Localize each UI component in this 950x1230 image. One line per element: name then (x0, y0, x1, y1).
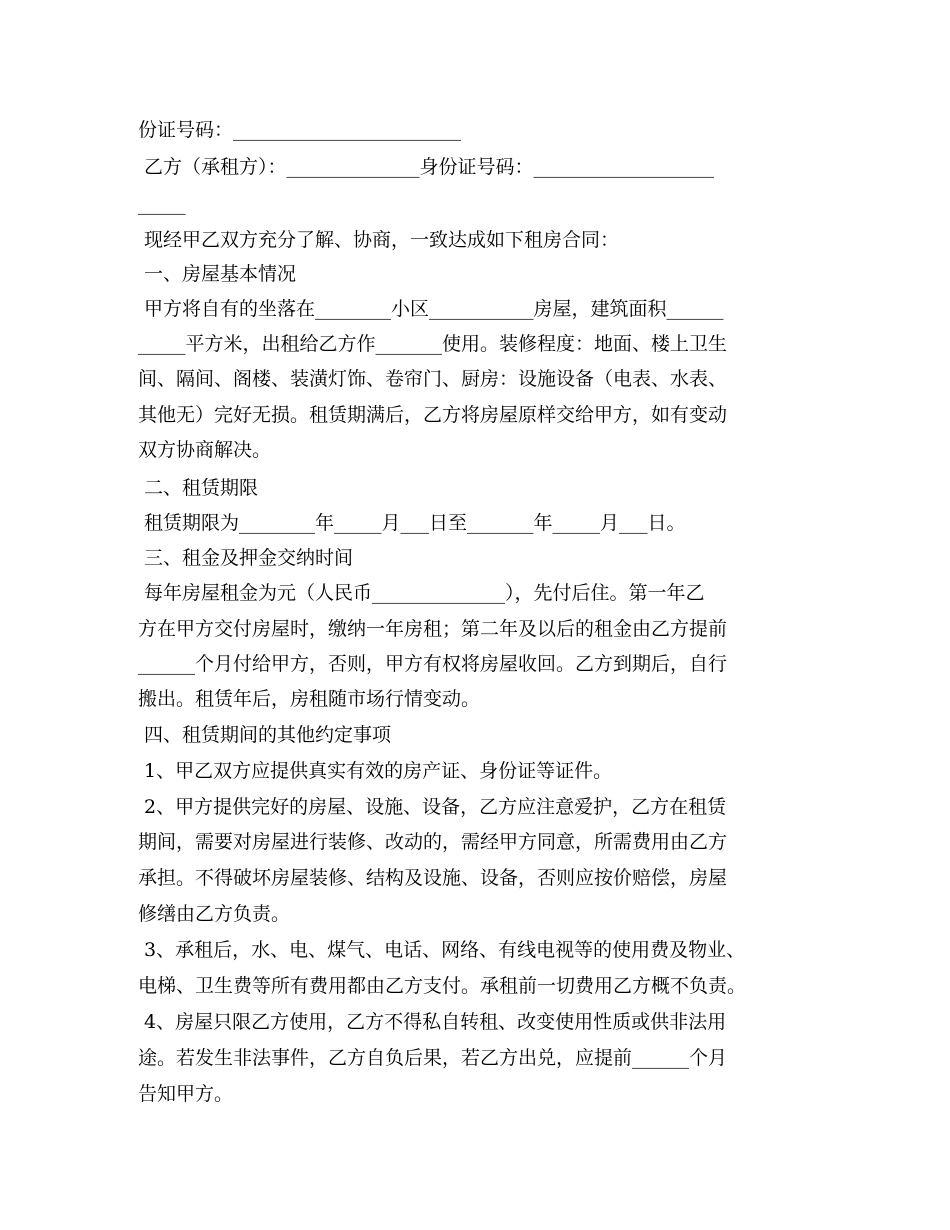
paragraph-line: 期间，需要对房屋进行装修、改动的，需经甲方同意，所需费用由乙方 (138, 831, 728, 853)
paragraph-line: 方在甲方交付房屋时，缴纳一年房租；第二年及以后的租金由乙方提前 (138, 618, 728, 640)
paragraph-line: _____平方米，出租给乙方作_______使用。装修程度：地面、楼上卫生 (138, 333, 728, 355)
paragraph-line: 其他无）完好无损。租赁期满后，乙方将房屋原样交给甲方，如有变动 (138, 404, 728, 426)
section-heading-3: 三、租金及押金交纳时间 (138, 547, 354, 569)
paragraph-line: 途。若发生非法事件，乙方自负后果，若乙方出兑，应提前______个月 (138, 1047, 728, 1069)
clause-2: 2、甲方提供完好的房屋、设施、设备，乙方应注意爱护，乙方在租赁 (138, 796, 727, 818)
section-heading-1: 一、房屋基本情况 (138, 263, 297, 285)
clause-1: 1、甲乙双方应提供真实有效的房产证、身份证等证件。 (138, 760, 613, 782)
clause-4: 4、房屋只限乙方使用，乙方不得私自转租、改变使用性质或供非法用 (138, 1011, 727, 1033)
intro-paragraph: 现经甲乙双方充分了解、协商，一致达成如下租房合同： (138, 229, 620, 251)
party-b-line-cont: _____ (138, 193, 186, 215)
section-heading-4: 四、租赁期间的其他约定事项 (138, 724, 392, 746)
id-number-line: 份证号码：________________________ (138, 119, 462, 141)
paragraph-line: 修缮由乙方负责。 (138, 903, 291, 925)
paragraph-line: 双方协商解决。 (138, 439, 272, 461)
section-heading-2: 二、租赁期限 (138, 477, 259, 499)
paragraph-line: 每年房屋租金为元（人民币______________），先付后住。第一年乙 (138, 582, 705, 604)
paragraph-line: ______个月付给甲方，否则，甲方有权将房屋收回。乙方到期后，自行 (138, 653, 728, 675)
paragraph-line: 告知甲方。 (138, 1083, 234, 1105)
paragraph-line: 甲方将自有的坐落在________小区___________房屋，建筑面积______ (138, 298, 724, 320)
paragraph-line: 间、隔间、阁楼、装潢灯饰、卷帘门、厨房：设施设备（电表、水表、 (138, 368, 728, 390)
paragraph-line: 搬出。租赁年后，房租随市场行情变动。 (138, 688, 481, 710)
party-b-line: 乙方（承租方）：______________身份证号码：___________________ (138, 156, 715, 178)
paragraph-line: 电梯、卫生费等所有费用都由乙方支付。承租前一切费用乙方概不负责。 (138, 975, 747, 997)
paragraph-line: 租赁期限为________年_____月___日至_______年_____月___日。 (138, 512, 686, 534)
clause-3: 3、承租后，水、电、煤气、电话、网络、有线电视等的使用费及物业、 (138, 939, 746, 961)
paragraph-line: 承担。不得破坏房屋装修、结构及设施、设备，否则应按价赔偿，房屋 (138, 867, 728, 889)
